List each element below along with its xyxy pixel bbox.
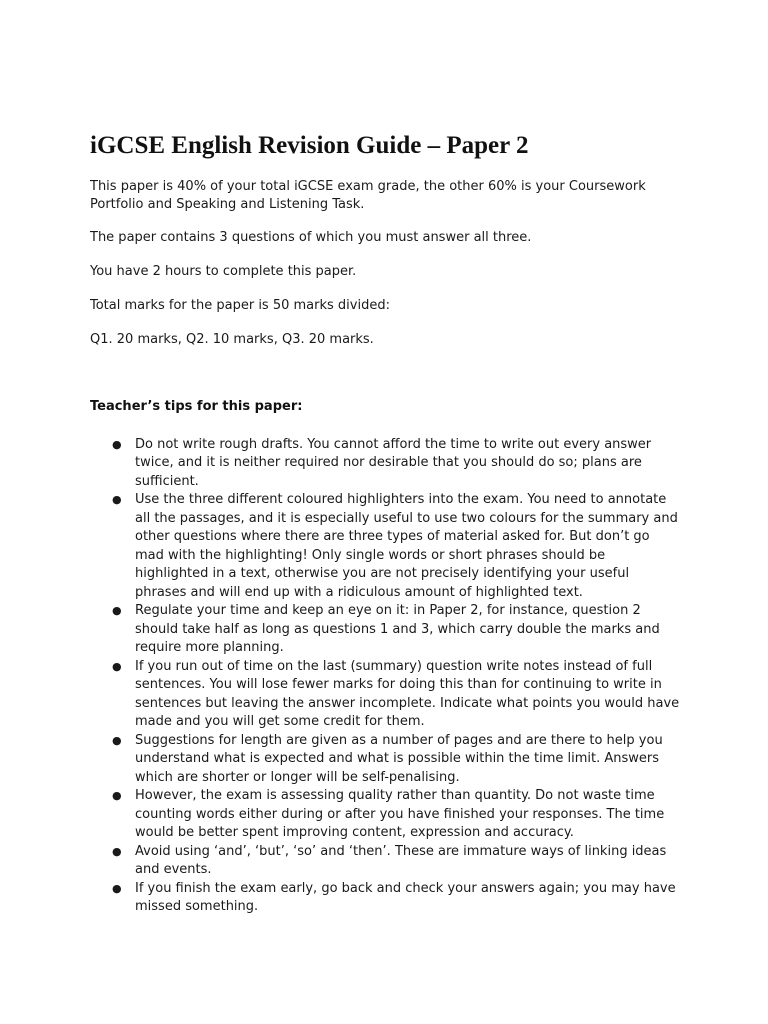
bullet-icon: ● xyxy=(112,604,122,618)
tip-list-item xyxy=(90,491,680,602)
bullet-icon: ● xyxy=(112,493,122,507)
tip-text: If you run out of time on the last (summary) question write notes instead of full sentences. You will lose fewer marks for doing this than for continuing to write in sentences but leaving the answer incomplete. Indicate what points you would have made and you will get some credit for them. xyxy=(135,658,680,730)
bullet-icon: ● xyxy=(112,437,122,451)
tip-text: Do not write rough drafts. You cannot afford the time to write out every answer twice, and it is neither required nor desirable that you should do so; plans are sufficient. xyxy=(135,436,652,489)
tip-text: Regulate your time and keep an eye on it: in Paper 2, for instance, question 2 should take half as long as questions 1 and 3, which carry double the marks and require more planning. xyxy=(135,603,660,656)
bullet-icon: ● xyxy=(112,844,122,858)
tip-text: If you finish the exam early, go back and check your answers again; you may have missed something. xyxy=(135,880,676,915)
paragraph-question-count: The paper contains 3 questions of which you must answer all three. xyxy=(90,230,532,246)
bullet-icon: ● xyxy=(112,733,122,747)
paragraph-exam-weighting: This paper is 40% of your total iGCSE exam grade, the other 60% is your Coursework Portfolio and Speaking and Listening Task. xyxy=(90,179,646,212)
tip-text: Use the three different coloured highlighters into the exam. You need to annotate all the passages, and it is especially useful to use two colours for the summary and other questions where there are three types of material asked for. But don’t go mad with the highlighting! Only single words or short phrases should be highlighted in a text, otherwise you are not precisely identifying your useful phrases and will end up with a ridiculous amount of highlighted text. xyxy=(135,492,678,600)
tip-text: Suggestions for length are given as a number of pages and are there to help you understand what is expected and what is possible within the time limit. Answers which are shorter or longer will be self-penalising. xyxy=(135,732,663,785)
document-content xyxy=(90,128,680,917)
tip-text: However, the exam is assessing quality rather than quantity. Do not waste time counting words either during or after you have finished your responses. The time would be better spent improving content, expression and accuracy. xyxy=(135,788,665,841)
tip-list-item xyxy=(90,732,680,788)
tip-text: Avoid using ‘and’, ‘but’, ‘so’ and ‘then’. These are immature ways of linking ideas and events. xyxy=(135,843,667,878)
tip-list-item xyxy=(90,843,680,880)
tip-list-item xyxy=(90,436,680,492)
paragraph-marks-breakdown: Q1. 20 marks, Q2. 10 marks, Q3. 20 marks. xyxy=(90,331,374,347)
tips-list xyxy=(90,436,680,917)
tips-heading: Teacher’s tips for this paper: xyxy=(90,399,303,415)
bullet-icon: ● xyxy=(112,789,122,803)
tip-list-item xyxy=(90,880,680,917)
tip-list-item xyxy=(90,602,680,658)
paragraph-time-limit: You have 2 hours to complete this paper. xyxy=(90,264,357,280)
bullet-icon: ● xyxy=(112,659,122,673)
paragraph-total-marks: Total marks for the paper is 50 marks divided: xyxy=(90,297,390,313)
tip-list-item xyxy=(90,658,680,732)
bullet-icon: ● xyxy=(112,881,122,895)
document-title: iGCSE English Revision Guide – Paper 2 xyxy=(90,132,529,159)
tip-list-item xyxy=(90,787,680,843)
